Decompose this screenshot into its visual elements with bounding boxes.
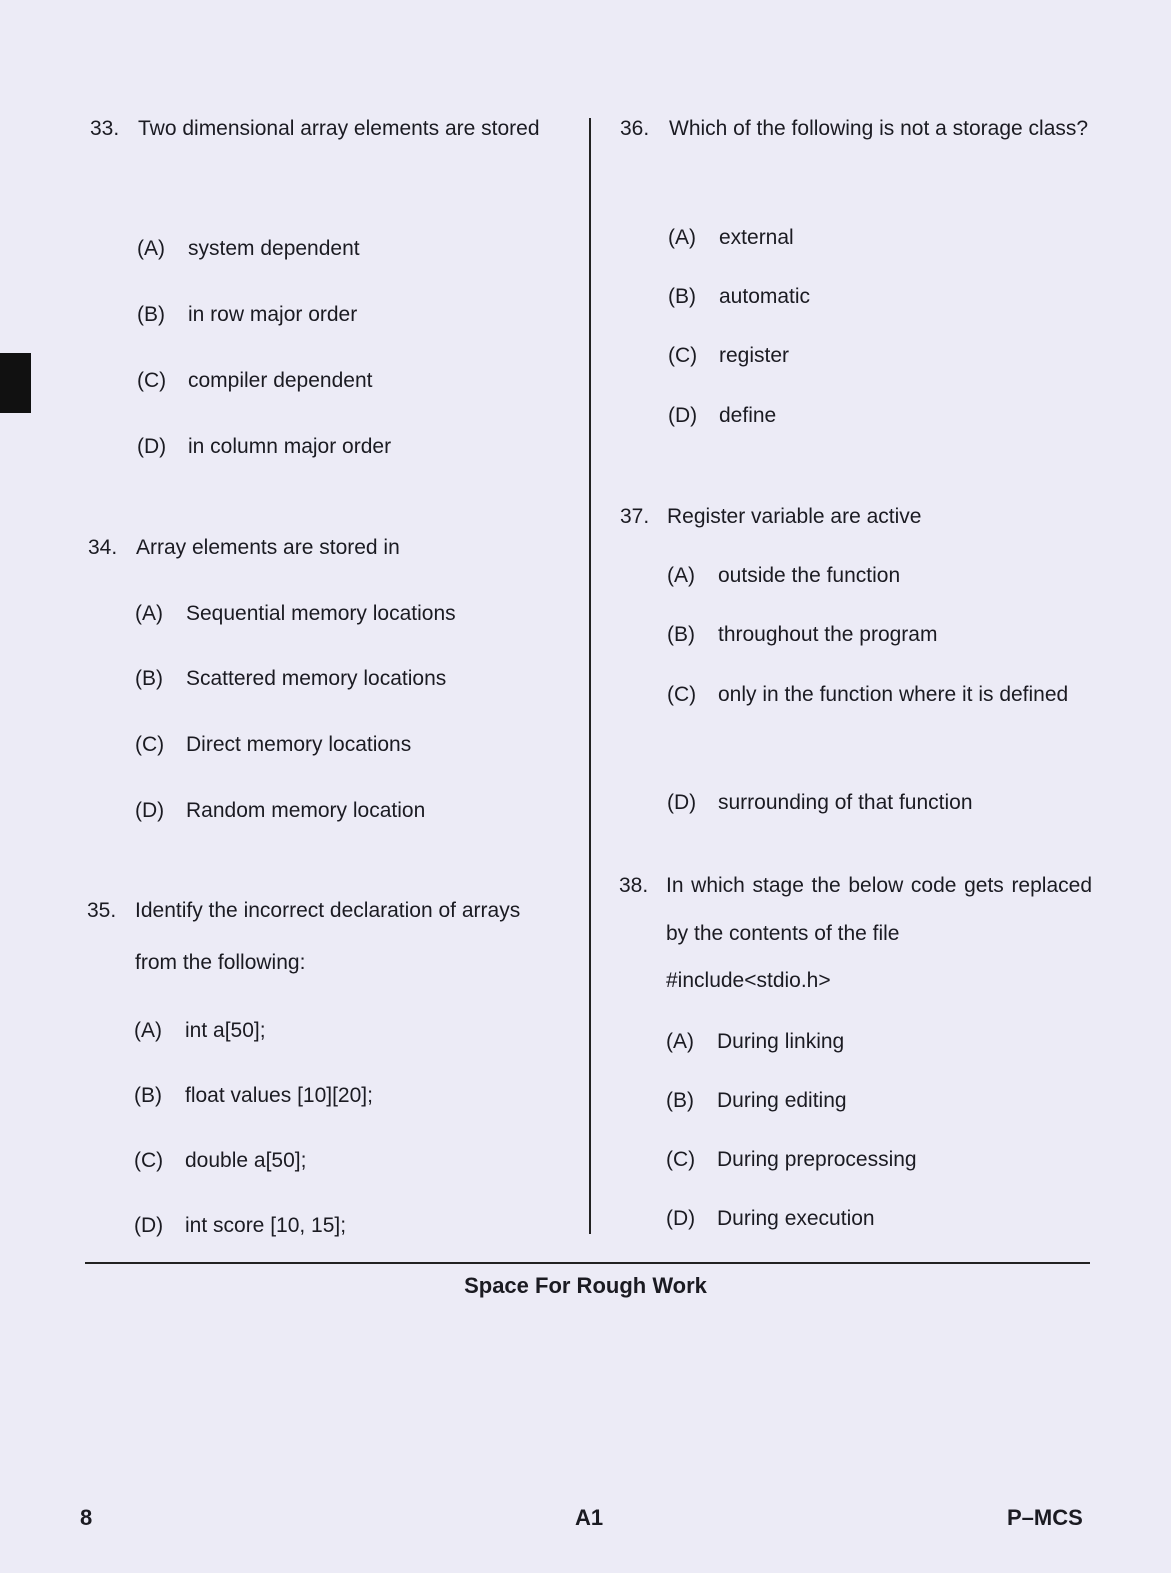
option-text: int a[50]; — [185, 1019, 266, 1042]
question-number: 37. — [620, 505, 650, 528]
question-number: 36. — [620, 117, 650, 140]
question-text: Array elements are stored in — [136, 536, 400, 559]
option-letter: (C) — [668, 344, 698, 367]
question-text: Two dimensional array elements are stored — [138, 117, 540, 140]
option-letter: (A) — [134, 1019, 162, 1042]
option-letter: (B) — [137, 303, 165, 326]
option-letter: (B) — [666, 1089, 694, 1112]
question-35 — [87, 899, 567, 1244]
option-letter: (D) — [667, 791, 697, 814]
option-letter: (A) — [137, 237, 165, 260]
question-34 — [88, 536, 562, 836]
option-text: register — [719, 344, 790, 367]
option-letter: (A) — [666, 1030, 694, 1053]
question-number: 34. — [88, 536, 118, 559]
option-text: Sequential memory locations — [186, 602, 456, 625]
question-number: 38. — [619, 874, 649, 897]
option-letter: (D) — [137, 435, 167, 458]
option-text: compiler dependent — [188, 369, 373, 392]
option-letter: (A) — [668, 226, 696, 249]
option-text: throughout the program — [718, 623, 938, 646]
option-text: in row major order — [188, 303, 358, 326]
option-letter: (B) — [667, 623, 695, 646]
option-text: surrounding of that function — [718, 791, 973, 814]
option-text: system dependent — [188, 237, 360, 260]
option-letter: (C) — [135, 733, 165, 756]
question-number: 33. — [90, 117, 120, 140]
option-letter: (C) — [134, 1149, 164, 1172]
option-letter: (C) — [667, 683, 697, 706]
option-letter: (A) — [135, 602, 163, 625]
rough-work-divider — [85, 1262, 1090, 1264]
option-text: float values [10][20]; — [185, 1084, 373, 1107]
option-text: outside the function — [718, 564, 901, 587]
paper-code: P–MCS — [1007, 1505, 1083, 1530]
option-text: Direct memory locations — [186, 733, 412, 756]
option-letter: (D) — [668, 404, 698, 427]
option-letter: (C) — [666, 1148, 696, 1171]
question-37 — [620, 505, 1092, 825]
option-letter: (C) — [137, 369, 167, 392]
question-number: 35. — [87, 899, 117, 922]
option-text: Scattered memory locations — [186, 667, 447, 690]
option-text: Random memory location — [186, 799, 426, 822]
option-letter: (D) — [135, 799, 165, 822]
series-code: A1 — [575, 1505, 604, 1530]
option-text: external — [719, 226, 794, 249]
option-letter: (D) — [134, 1214, 164, 1237]
rough-work-heading: Space For Rough Work — [464, 1273, 707, 1298]
column-divider — [589, 118, 591, 1234]
option-letter: (A) — [667, 564, 695, 587]
option-text: define — [719, 404, 777, 427]
option-text: During linking — [717, 1030, 845, 1053]
question-text: Register variable are active — [667, 505, 922, 528]
option-text: During execution — [717, 1207, 875, 1230]
option-letter: (B) — [668, 285, 696, 308]
code-snippet: #include<stdio.h> — [666, 969, 831, 992]
question-33 — [90, 117, 562, 477]
question-36 — [620, 117, 1092, 437]
question-text: Identify the incorrect declaration of arrays from the following: — [135, 899, 521, 974]
option-text: double a[50]; — [185, 1149, 307, 1172]
option-letter: (B) — [135, 667, 163, 690]
option-text: During editing — [717, 1089, 847, 1112]
option-text: only in the function where it is defined — [718, 683, 1069, 706]
page-number: 8 — [80, 1505, 93, 1530]
option-text: in column major order — [188, 435, 392, 458]
option-letter: (B) — [134, 1084, 162, 1107]
option-text: During preprocessing — [717, 1148, 917, 1171]
question-text: Which of the following is not a storage class? — [669, 117, 1089, 140]
registration-edge-mark — [0, 353, 31, 413]
option-text: int score [10, 15]; — [185, 1214, 347, 1237]
option-text: automatic — [719, 285, 811, 308]
question-38 — [619, 874, 1092, 1244]
option-letter: (D) — [666, 1207, 696, 1230]
question-text: In which stage the below code gets replaced by the contents of the file — [666, 874, 1092, 945]
